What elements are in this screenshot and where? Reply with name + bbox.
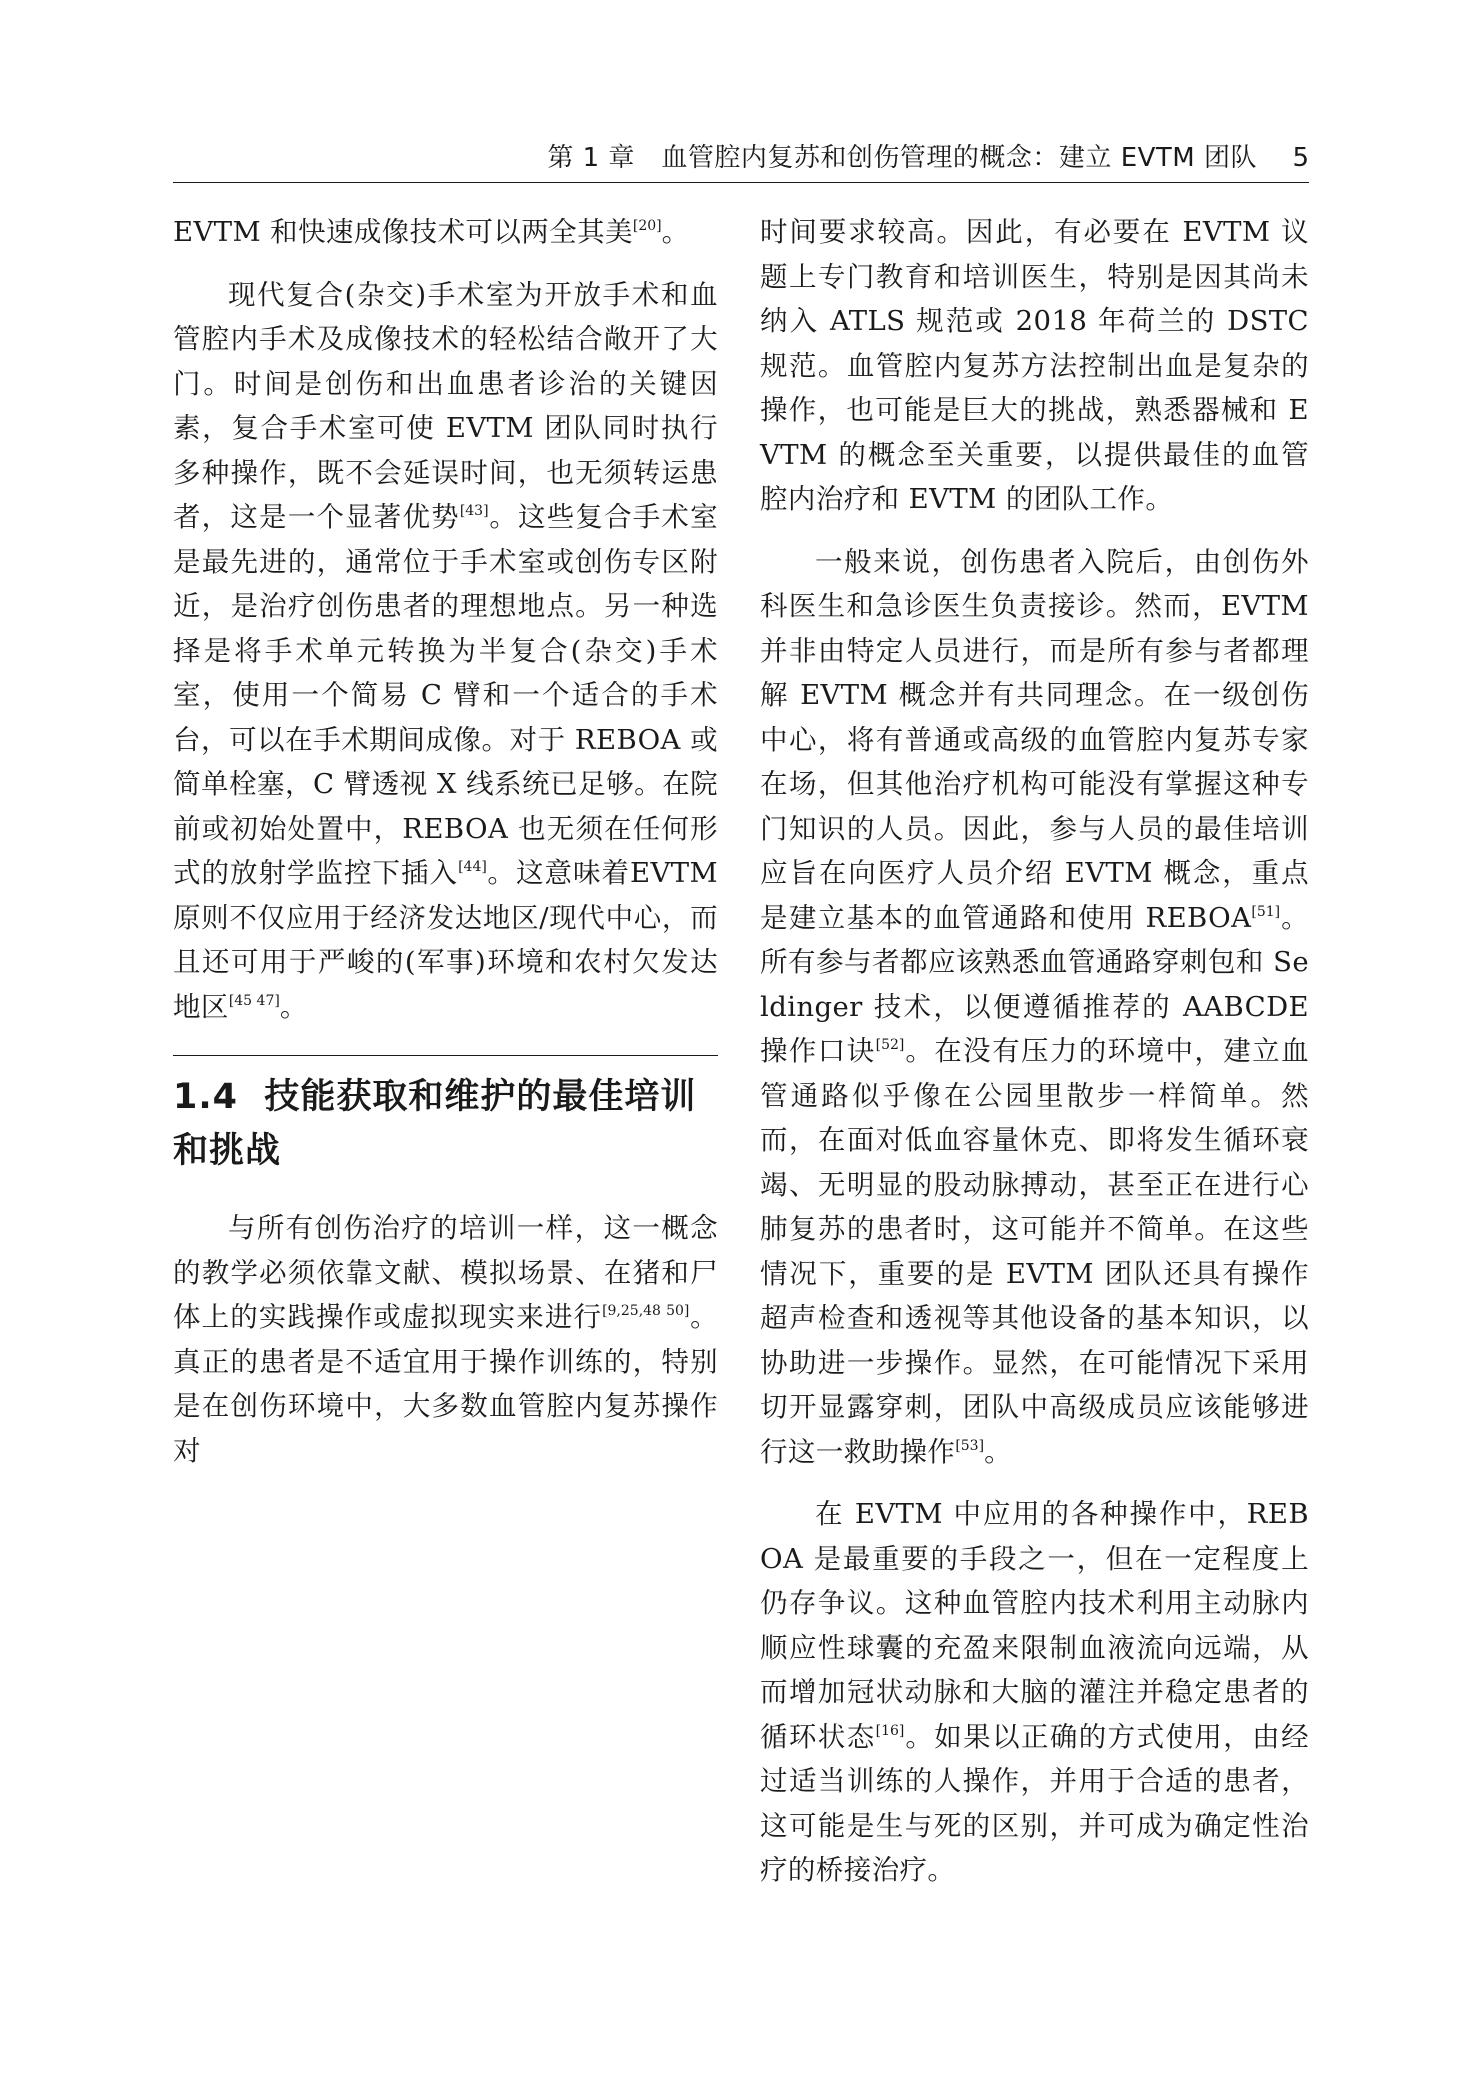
citation: [43] <box>459 503 489 519</box>
punctuation: 。 <box>984 1435 1012 1468</box>
paragraph-text: 。真正的患者是不适宜用于操作训练的，特别是在创伤环境中，大多数血管腔内复苏操作对 <box>173 1301 719 1467</box>
paragraph-text: 。如果以正确的方式使用，由经过适当训练的人操作，并用于合适的患者，这可能是生与死的区别，并可成为确定性治疗的桥接治疗。 <box>760 1720 1309 1886</box>
right-column <box>760 210 1309 1911</box>
paragraph <box>760 540 1309 1475</box>
paragraph-text: 在 EVTM 中应用的各种操作中，REBOA 是最重要的手段之一，但在一定程度上仍存争议。这种血管腔内技术利用主动脉内顺应性球囊的充盈来限制血液流向远端，从而增加冠状动脉和大脑的灌注并稳定患者的循环状态 <box>760 1498 1309 1753</box>
citation: [53] <box>955 1437 985 1454</box>
punctuation: 。 <box>661 216 690 248</box>
chapter-title: 第 1 章 血管腔内复苏和创伤管理的概念：建立 EVTM 团队 <box>547 143 1257 173</box>
paragraph <box>173 1206 718 1473</box>
paragraph <box>173 273 718 1030</box>
paragraph-text: 一般来说，创伤患者入院后，由创伤外科医生和急诊医生负责接诊。然而，EVTM 并非由特定人员进行，而是所有参与者都理解 EVTM 概念并有共同理念。在一级创伤中心，将有普通或高级的血管腔内复苏专家在场，但其他治疗机构可能没有掌握这种专门知识的人员。因此，参与人员的最佳培训应旨在向医疗人员介绍 EVTM 概念，重点是建立基本的血管通路和使用 REBOA <box>760 545 1309 934</box>
paragraph <box>760 1492 1309 1893</box>
paragraph-text: 与所有创伤治疗的培训一样，这一概念的教学必须依靠文献、模拟场景、在猪和尸体上的实践操作或虚拟现实来进行 <box>173 1212 718 1333</box>
paragraph <box>173 210 718 255</box>
paragraph: 时间要求较高。因此，有必要在 EVTM 议题上专门教育和培训医生，特别是因其尚未纳入 ATLS 规范或 2018 年荷兰的 DSTC 规范。血管腔内复苏方法控制出血是复杂的操作，也可能是巨大的挑战，熟悉器械和 EVTM 的概念至关重要，以提供最佳的血管腔内治疗和 EVTM 的团队工作。 <box>760 216 1309 515</box>
section-number: 1.4 <box>173 1077 239 1117</box>
running-header <box>173 138 1309 183</box>
citation: [9,25,48 50] <box>602 1303 690 1319</box>
paragraph-text: 。所有参与者都应该熟悉血管通路穿刺包和 Seldinger 技术，以便遵循推荐的 AABCDE 操作口诀 <box>760 901 1309 1067</box>
paragraph-text: EVTM 和快速成像技术可以两全其美 <box>173 216 633 248</box>
paragraph-text: 。这意味着EVTM 原则不仅应用于经济发达地区/现代中心，而且还可用于严峻的(军事)环境和农村欠发达地区 <box>173 857 719 1023</box>
citation: [51] <box>1251 903 1281 920</box>
paragraph-text: 。这些复合手术室是最先进的，通常位于手术室或创伤专区附近，是治疗创伤患者的理想地点。另一种选择是将手术单元转换为半复合(杂交)手术室，使用一个简易 C 臂和一个适合的手术台，可以在手术期间成像。对于 REBOA 或简单栓塞，C 臂透视 X 线系统已足够。在院前或初始处置中，REBOA 也无须在任何形式的放射学监控下插入 <box>173 501 719 889</box>
paragraph-text: 现代复合(杂交)手术室为开放手术和血管腔内手术及成像技术的轻松结合敞开了大门。时间是创伤和出血患者诊治的关键因素，复合手术室可使 EVTM 团队同时执行多种操作，既不会延误时间，也无须转运患者，这是一个显著优势 <box>173 278 718 533</box>
left-column <box>173 210 718 1491</box>
page-number: 5 <box>1292 143 1309 173</box>
punctuation: 。 <box>279 990 308 1023</box>
citation: [44] <box>458 859 487 875</box>
citation: [45 47] <box>228 992 280 1009</box>
citation: [52] <box>875 1037 905 1053</box>
paragraph-text: 。在没有压力的环境中，建立血管通路似乎像在公园里散步一样简单。然而，在面对低血容量休克、即将发生循环衰竭、无明显的股动脉搏动，甚至正在进行心肺复苏的患者时，这可能并不简单。在这些情况下，重要的是 EVTM 团队还具有操作超声检查和透视等其他设备的基本知识，以协助进一步操作。显然，在可能情况下采用切开显露穿刺，团队中高级成员应该能够进行这一救助操作 <box>760 1035 1309 1468</box>
citation: [20] <box>632 218 662 234</box>
section-heading <box>173 1055 718 1178</box>
citation: [16] <box>875 1722 905 1739</box>
section-title: 技能获取和维护的最佳培训和挑战 <box>173 1077 697 1171</box>
